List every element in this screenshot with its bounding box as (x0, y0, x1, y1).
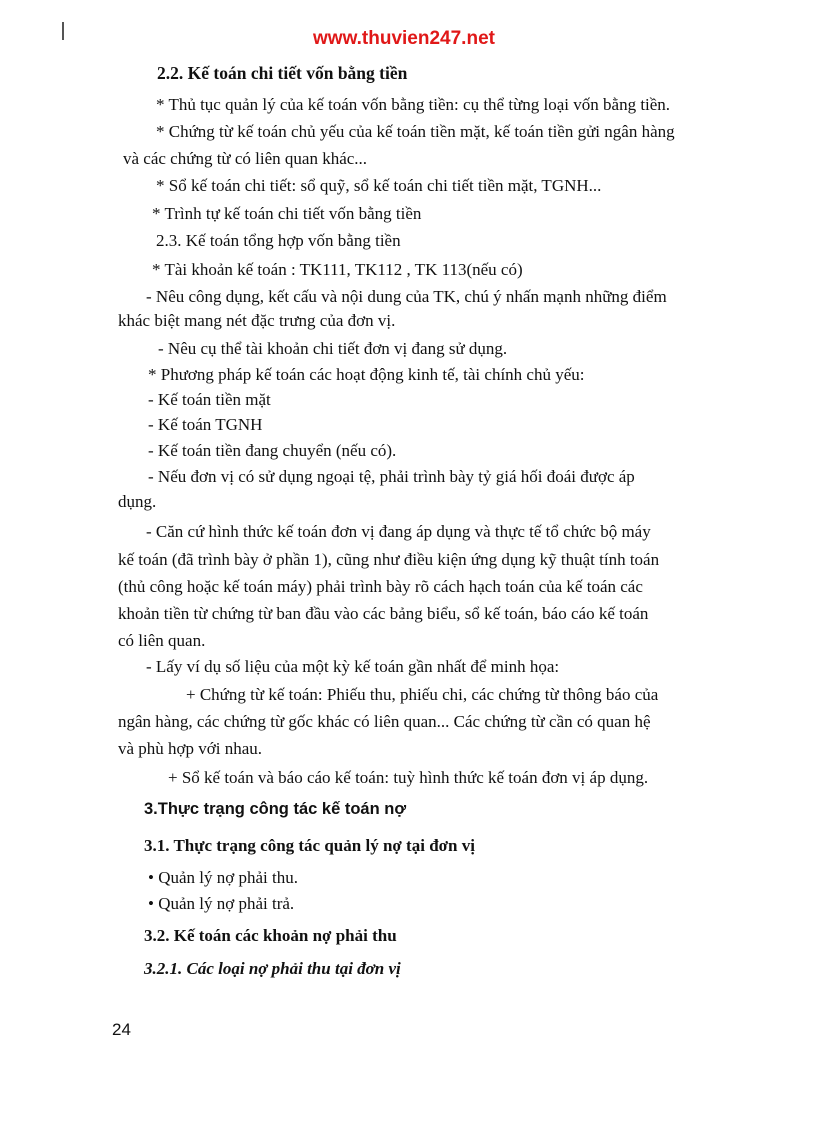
page-number: 24 (112, 1020, 131, 1039)
text-line: ngân hàng, các chứng từ gốc khác có liên quan... Các chứng từ cần có quan hệ (118, 712, 651, 731)
heading-3-2-1: 3.2.1. Các loại nợ phải thu tại đơn vị (144, 959, 401, 978)
text-line: kế toán (đã trình bày ở phần 1), cũng như điều kiện ứng dụng kỹ thuật tính toán (118, 550, 660, 569)
text-line: * Phương pháp kế toán các hoạt động kinh tế, tài chính chủ yếu: (148, 365, 585, 384)
text-line: * Chứng từ kế toán chủ yếu của kế toán tiền mặt, kế toán tiền gửi ngân hàng (156, 122, 675, 141)
text-line: dụng. (118, 492, 157, 511)
text-line: - Căn cứ hình thức kế toán đơn vị đang áp dụng và thực tế tổ chức bộ máy (146, 522, 651, 541)
text-line: - Nêu công dụng, kết cấu và nội dung của TK, chú ý nhấn mạnh những điểm (146, 287, 667, 306)
heading-2-3: 2.3. Kế toán tổng hợp vốn bằng tiền (156, 231, 401, 250)
text-line: * Thủ tục quản lý của kế toán vốn bằng tiền: cụ thể từng loại vốn bằng tiền. (156, 95, 671, 114)
text-line: * Tài khoản kế toán : TK111, TK112 , TK 113(nếu có) (152, 260, 523, 279)
text-line: có liên quan. (118, 631, 206, 650)
heading-2-2: 2.2. Kế toán chi tiết vốn bằng tiền (157, 63, 408, 83)
text-line: khoản tiền từ chứng từ ban đầu vào các bảng biểu, sổ kế toán, báo cáo kế toán (118, 604, 649, 623)
text-line: và các chứng từ có liên quan khác... (123, 149, 368, 168)
watermark: www.thuvien247.net (313, 28, 495, 49)
bullet-item: • Quản lý nợ phải thu. (148, 868, 298, 887)
text-line: * Trình tự kế toán chi tiết vốn bằng tiền (152, 204, 422, 223)
text-line: * Sổ kế toán chi tiết: sổ quỹ, sổ kế toán chi tiết tiền mặt, TGNH... (156, 176, 602, 195)
text-line: - Kế toán tiền mặt (148, 390, 271, 409)
text-line: + Sổ kế toán và báo cáo kế toán: tuỳ hình thức kế toán đơn vị áp dụng. (168, 768, 649, 787)
text-line: và phù hợp với nhau. (118, 739, 263, 758)
text-line: - Kế toán TGNH (148, 415, 263, 434)
heading-3-1: 3.1. Thực trạng công tác quản lý nợ tại đơn vị (144, 836, 475, 855)
heading-3-2: 3.2. Kế toán các khoản nợ phải thu (144, 926, 397, 945)
text-line: khác biệt mang nét đặc trưng của đơn vị. (118, 311, 396, 330)
text-line: - Lấy ví dụ số liệu của một kỳ kế toán gần nhất để minh họa: (146, 657, 560, 676)
text-line: - Nếu đơn vị có sử dụng ngoại tệ, phải trình bày tỷ giá hối đoái được áp (148, 467, 635, 486)
heading-3: 3.Thực trạng công tác kế toán nợ (144, 800, 407, 818)
text-line: - Kế toán tiền đang chuyển (nếu có). (148, 441, 397, 460)
text-line: - Nêu cụ thể tài khoản chi tiết đơn vị đang sử dụng. (158, 339, 508, 358)
text-line: + Chứng từ kế toán: Phiếu thu, phiếu chi, các chứng từ thông báo của (186, 685, 659, 704)
bullet-item: • Quản lý nợ phải trả. (148, 894, 295, 913)
text-line: (thủ công hoặc kế toán máy) phải trình bày rõ cách hạch toán của kế toán các (118, 577, 643, 596)
